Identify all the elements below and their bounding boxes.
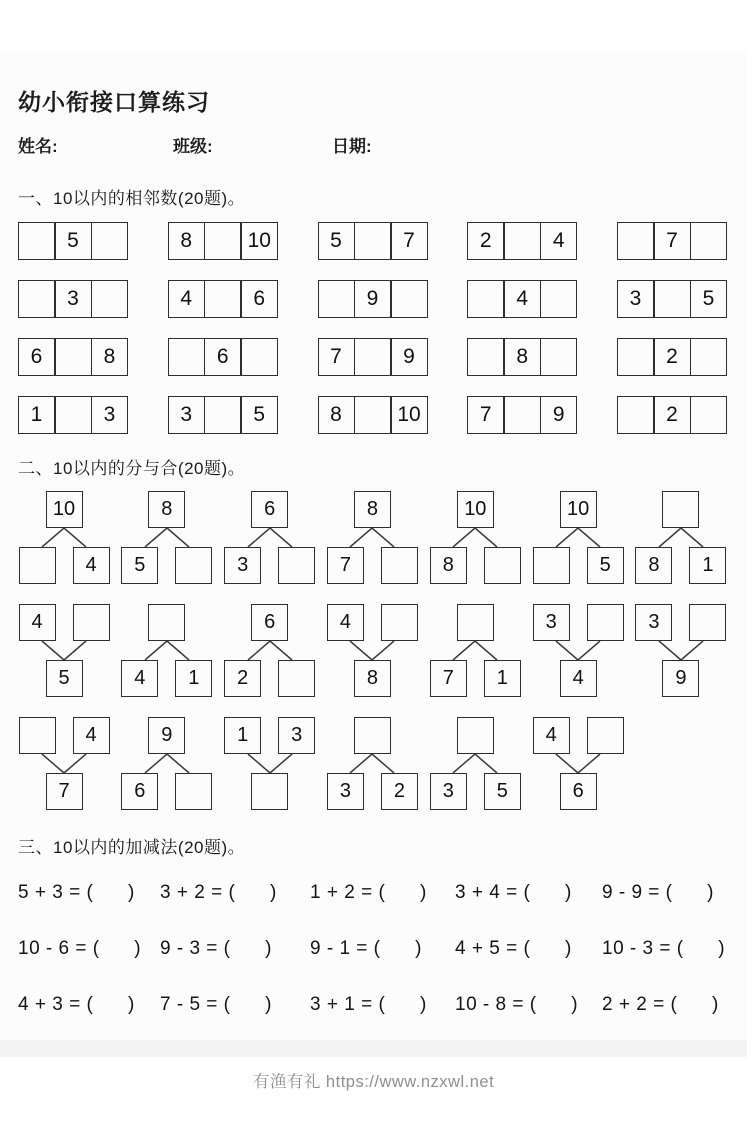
adjacent-number-group [18,338,128,376]
tree-box-row [326,547,418,584]
number-box: 4 [533,717,570,754]
tree-box-row [121,773,213,810]
tree-box-row [18,717,110,754]
tree-box-row [532,491,624,528]
number-cell: 9 [540,396,577,434]
answer-box-empty [381,604,418,641]
answer-cell-empty [55,396,92,434]
number-cell: 9 [391,338,428,376]
adjacent-number-group [318,222,428,260]
number-bond-section [18,491,727,810]
number-box: 3 [327,773,364,810]
answer-cell-empty [540,280,577,318]
tree-box-row [429,773,521,810]
answer-box-empty [484,547,521,584]
tree-box-row [429,547,521,584]
number-box: 4 [19,604,56,641]
number-box: 4 [560,660,597,697]
tree-connector-lines [224,754,316,773]
equation: 4 + 3 = ( ) [18,994,135,1015]
answer-cell-empty [391,280,428,318]
class-field-label: 班级: [173,137,213,156]
answer-cell-empty [18,280,55,318]
equation-row [18,938,727,960]
composition-tree [326,604,418,697]
number-box: 3 [533,604,570,641]
equation: 3 + 2 = ( ) [160,882,277,903]
tree-box-row [429,660,521,697]
answer-box-empty [175,547,212,584]
answer-cell-empty [168,338,205,376]
adjacent-number-group [318,338,428,376]
tree-connector-lines [326,641,418,660]
adjacent-number-group [168,396,278,434]
decomposition-tree [429,604,521,697]
decomposition-tree [121,491,213,584]
number-box: 6 [121,773,158,810]
number-box: 5 [121,547,158,584]
tree-box-row [18,660,110,697]
tree-box-row [121,491,213,528]
number-box: 6 [251,491,288,528]
tree-connector-lines [429,641,521,660]
number-box: 3 [278,717,315,754]
answer-box-empty [689,604,726,641]
decomposition-tree [18,491,110,584]
tree-connector-lines [532,528,624,547]
number-cell: 5 [690,280,727,318]
answer-cell-empty [690,338,727,376]
tree-connector-lines [121,528,213,547]
tree-box-row [635,547,727,584]
answer-box-empty [278,547,315,584]
decomposition-tree [635,491,727,584]
number-cell: 3 [55,280,92,318]
answer-box-empty [587,717,624,754]
equation: 10 - 6 = ( ) [18,938,142,959]
number-cell: 5 [55,222,92,260]
composition-tree [224,717,316,810]
number-bond-row [18,717,727,810]
number-cell: 2 [467,222,504,260]
equation: 9 - 1 = ( ) [310,938,422,959]
number-cell: 8 [91,338,128,376]
number-cell: 7 [318,338,355,376]
answer-cell-empty [204,222,241,260]
number-cell: 2 [654,338,691,376]
answer-box-empty [278,660,315,697]
tree-box-row [121,547,213,584]
number-box: 9 [662,660,699,697]
number-cell: 3 [168,396,205,434]
tree-box-row [18,773,110,810]
composition-tree [635,604,727,697]
tree-connector-lines [635,528,727,547]
adjacent-number-group [18,396,128,434]
answer-box-empty [19,547,56,584]
equation: 3 + 1 = ( ) [310,994,427,1015]
decomposition-tree [429,717,521,810]
decomposition-tree [429,491,521,584]
number-cell: 3 [91,396,128,434]
equation: 7 - 5 = ( ) [160,994,272,1015]
number-cell: 5 [318,222,355,260]
adjacent-number-group [467,338,577,376]
number-box: 1 [484,660,521,697]
decomposition-tree [326,717,418,810]
answer-cell-empty [241,338,278,376]
tree-box-row [224,491,316,528]
tree-box-row [635,660,727,697]
number-cell: 4 [168,280,205,318]
tree-box-row [326,491,418,528]
adjacent-number-group [318,396,428,434]
number-box: 5 [46,660,83,697]
answer-box-empty [457,717,494,754]
number-box: 10 [457,491,494,528]
tree-box-row [532,604,624,641]
tree-box-row [326,717,418,754]
tree-connector-lines [326,754,418,773]
number-cell: 6 [18,338,55,376]
number-box: 8 [430,547,467,584]
tree-box-row [532,660,624,697]
answer-cell-empty [617,222,654,260]
adjacent-number-group [467,396,577,434]
number-cell: 4 [540,222,577,260]
empty-slot [635,717,727,810]
tree-box-row [326,660,418,697]
number-box: 4 [73,717,110,754]
number-cell: 1 [18,396,55,434]
tree-box-row [429,491,521,528]
answer-cell-empty [617,338,654,376]
tree-connector-lines [18,641,110,660]
answer-box-empty [19,717,56,754]
section2-heading: 二、10以内的分与合(20题)。 [18,459,246,478]
tree-box-row [224,660,316,697]
equation: 4 + 5 = ( ) [455,938,572,959]
tree-connector-lines [635,641,727,660]
decomposition-tree [121,604,213,697]
footer [0,1057,747,1122]
number-cell: 10 [241,222,278,260]
adjacent-numbers-row [18,338,727,376]
number-cell: 8 [168,222,205,260]
number-box: 7 [327,547,364,584]
number-box: 6 [560,773,597,810]
number-box: 10 [46,491,83,528]
answer-box-empty [457,604,494,641]
section3-heading: 三、10以内的加减法(20题)。 [18,838,246,857]
tree-box-row [326,773,418,810]
adjacent-number-group [168,280,278,318]
answer-cell-empty [467,280,504,318]
number-bond-row [18,604,727,697]
answer-cell-empty [204,396,241,434]
tree-box-row [18,547,110,584]
equation: 3 + 4 = ( ) [455,882,572,903]
tree-box-row [532,717,624,754]
tree-connector-lines [429,528,521,547]
tree-connector-lines [532,641,624,660]
answer-cell-empty [55,338,92,376]
number-box: 9 [148,717,185,754]
adjacent-number-group [168,338,278,376]
number-box: 6 [251,604,288,641]
answer-cell-empty [354,222,391,260]
composition-tree [18,717,110,810]
number-cell: 10 [391,396,428,434]
answer-box-empty [251,773,288,810]
equation: 10 - 8 = ( ) [455,994,579,1015]
equation: 9 - 9 = ( ) [602,882,714,903]
tree-connector-lines [429,754,521,773]
page-title: 幼小衔接口算练习 [18,89,210,115]
number-bond-row [18,491,727,584]
tree-connector-lines [224,528,316,547]
number-cell: 4 [504,280,541,318]
number-box: 8 [148,491,185,528]
decomposition-tree [224,604,316,697]
answer-cell-empty [504,222,541,260]
adjacent-number-group [168,222,278,260]
adjacent-number-group [318,280,428,318]
number-box: 7 [46,773,83,810]
date-field-label: 日期: [332,137,372,156]
tree-connector-lines [121,754,213,773]
tree-box-row [121,717,213,754]
adjacent-number-group [617,338,727,376]
number-cell: 7 [654,222,691,260]
answer-box-empty [175,773,212,810]
answer-cell-empty [467,338,504,376]
decomposition-tree [224,491,316,584]
tree-box-row [121,660,213,697]
number-box: 3 [430,773,467,810]
number-box: 2 [381,773,418,810]
tree-connector-lines [18,754,110,773]
number-cell: 6 [241,280,278,318]
section1-heading: 一、10以内的相邻数(20题)。 [18,189,246,208]
tree-box-row [224,547,316,584]
number-box: 7 [430,660,467,697]
answer-cell-empty [354,338,391,376]
decomposition-tree [121,717,213,810]
equation: 1 + 2 = ( ) [310,882,427,903]
footer-watermark-url: 有渔有礼 https://www.nzxwl.net [252,1073,495,1091]
adjacent-numbers-row [18,396,727,434]
equation: 10 - 3 = ( ) [602,938,726,959]
tree-box-row [18,491,110,528]
adjacent-number-group [617,280,727,318]
adjacent-number-group [18,222,128,260]
number-box: 1 [224,717,261,754]
equation-row [18,882,727,904]
decomposition-tree [326,491,418,584]
name-field-label: 姓名: [18,137,58,156]
number-cell: 5 [241,396,278,434]
adjacent-numbers-row [18,280,727,318]
adjacent-number-group [617,396,727,434]
number-cell: 7 [467,396,504,434]
answer-cell-empty [91,222,128,260]
number-cell: 2 [654,396,691,434]
adjacent-numbers-row [18,222,727,260]
number-box: 8 [635,547,672,584]
equation: 5 + 3 = ( ) [18,882,135,903]
number-cell: 8 [504,338,541,376]
answer-cell-empty [690,396,727,434]
answer-cell-empty [91,280,128,318]
equation-row [18,994,727,1016]
adjacent-numbers-section [18,222,727,434]
number-box: 4 [327,604,364,641]
adjacent-number-group [18,280,128,318]
equation: 2 + 2 = ( ) [602,994,719,1015]
answer-box-empty [381,547,418,584]
answer-cell-empty [540,338,577,376]
number-box: 3 [224,547,261,584]
number-cell: 9 [354,280,391,318]
page-bottom-edge [0,1040,747,1057]
answer-box-empty [148,604,185,641]
tree-connector-lines [326,528,418,547]
equation: 9 - 3 = ( ) [160,938,272,959]
answer-box-empty [354,717,391,754]
tree-box-row [429,717,521,754]
adjacent-number-group [617,222,727,260]
answer-cell-empty [654,280,691,318]
number-box: 5 [587,547,624,584]
adjacent-number-group [467,280,577,318]
answer-cell-empty [690,222,727,260]
tree-box-row [532,547,624,584]
answer-box-empty [533,547,570,584]
number-cell: 3 [617,280,654,318]
number-cell: 8 [318,396,355,434]
number-cell: 7 [391,222,428,260]
answer-cell-empty [318,280,355,318]
answer-cell-empty [18,222,55,260]
answer-box-empty [73,604,110,641]
tree-connector-lines [121,641,213,660]
composition-tree [532,717,624,810]
number-box: 8 [354,660,391,697]
adjacent-number-group [467,222,577,260]
tree-connector-lines [18,528,110,547]
tree-box-row [121,604,213,641]
number-box: 1 [689,547,726,584]
tree-box-row [635,604,727,641]
student-info-row [18,132,727,157]
number-box: 1 [175,660,212,697]
composition-tree [18,604,110,697]
tree-box-row [224,604,316,641]
decomposition-tree [532,491,624,584]
tree-box-row [326,604,418,641]
number-box: 8 [354,491,391,528]
tree-box-row [429,604,521,641]
tree-box-row [635,491,727,528]
tree-box-row [532,773,624,810]
tree-box-row [224,717,316,754]
number-cell: 6 [204,338,241,376]
answer-box-empty [662,491,699,528]
composition-tree [532,604,624,697]
tree-box-row [224,773,316,810]
tree-box-row [18,604,110,641]
answer-cell-empty [504,396,541,434]
tree-connector-lines [224,641,316,660]
number-box: 4 [73,547,110,584]
number-box: 2 [224,660,261,697]
answer-cell-empty [617,396,654,434]
answer-cell-empty [204,280,241,318]
number-box: 10 [560,491,597,528]
number-box: 5 [484,773,521,810]
number-box: 4 [121,660,158,697]
number-box: 3 [635,604,672,641]
answer-box-empty [587,604,624,641]
tree-connector-lines [532,754,624,773]
answer-cell-empty [354,396,391,434]
